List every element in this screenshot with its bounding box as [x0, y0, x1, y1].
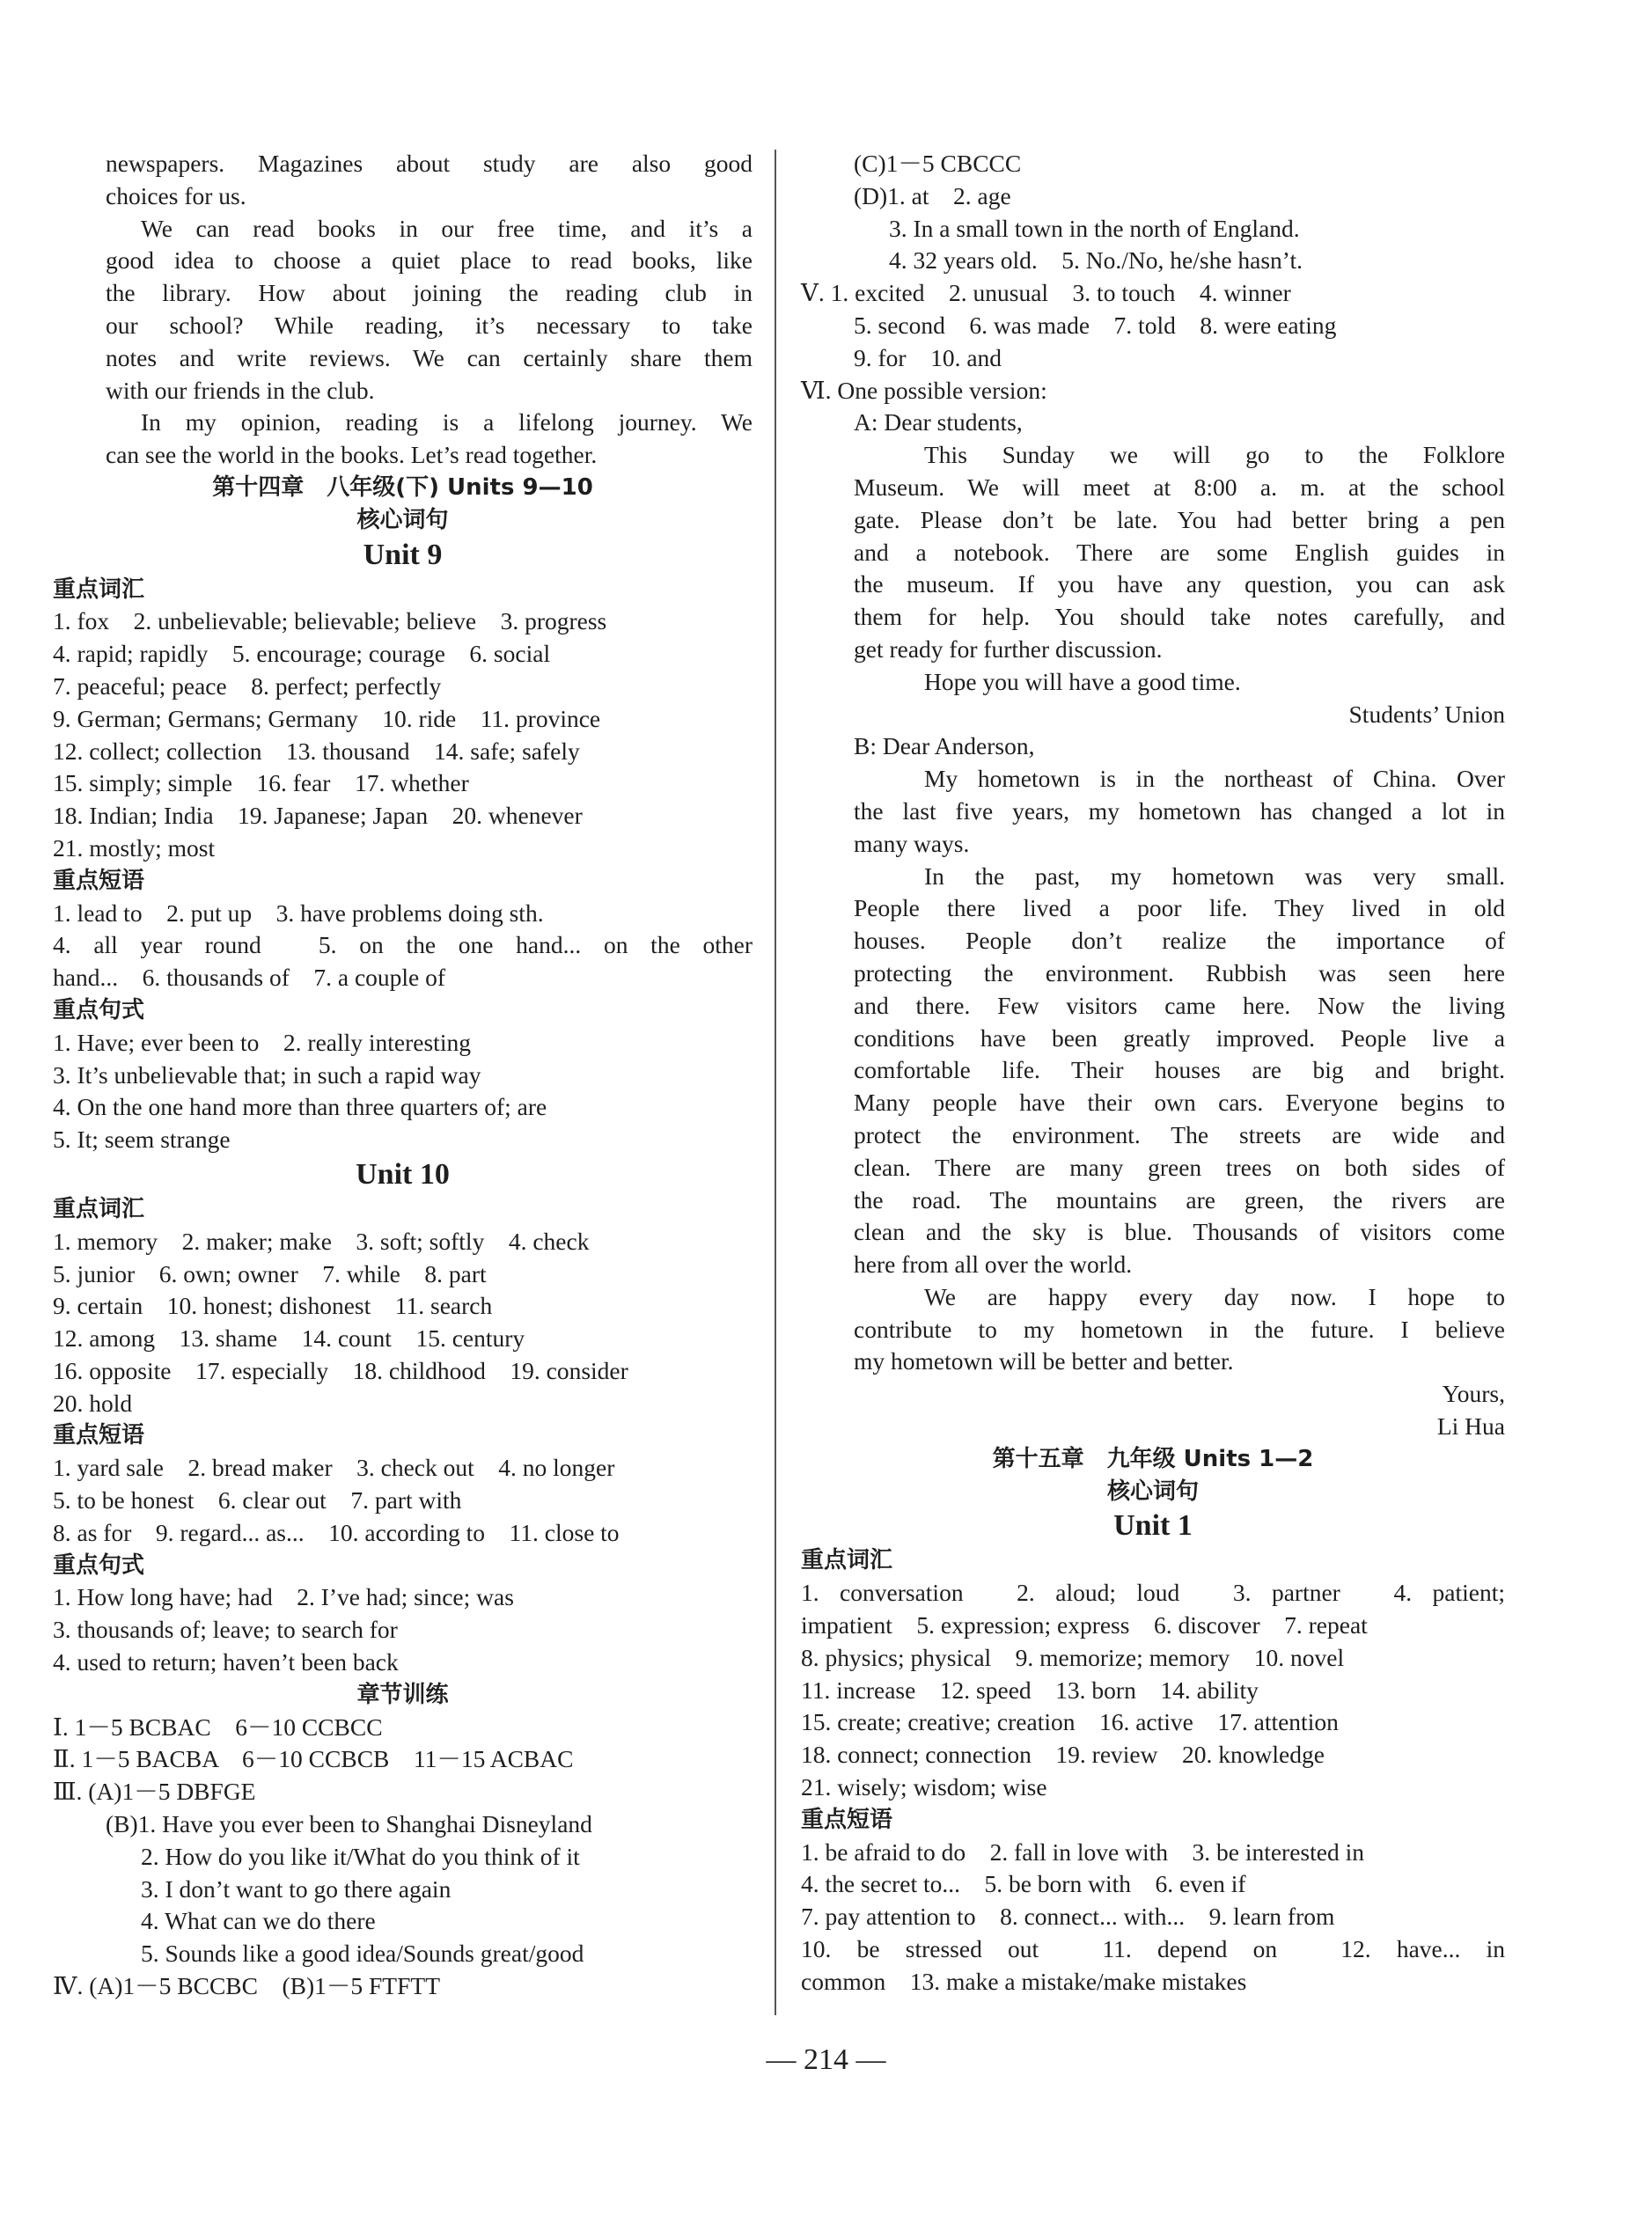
right-line: Ⅴ. 1. excited 2. unusual 3. to touch 4. winner — [801, 279, 1291, 307]
left-line: (B)1. Have you ever been to Shanghai Disneyland — [106, 1810, 592, 1838]
right-line: We are happy every day now. I hope to — [924, 1282, 1505, 1310]
right-line: 10. be stressed out 11. depend on 12. have... in — [801, 1935, 1505, 1963]
left-line: our school? While reading, it’s necessary to take — [106, 311, 753, 339]
left-line: newspapers. Magazines about study are also good — [106, 150, 753, 177]
left-line: 重点短语 — [53, 867, 145, 894]
right-line: 1. conversation 2. aloud; loud 3. partner 4. patient; — [801, 1579, 1505, 1607]
left-line: 3. It’s unbelievable that; in such a rapid way — [53, 1060, 481, 1089]
right-line: 9. for 10. and — [854, 343, 1002, 371]
right-line: 4. the secret to... 5. be born with 6. even if — [801, 1870, 1246, 1898]
right-line: clean and the sky is blue. Thousands of visitors come — [854, 1218, 1505, 1246]
right-line: my hometown will be better and better. — [854, 1347, 1234, 1375]
right-line: People there lived a poor life. They lived in old — [854, 894, 1505, 922]
left-line: good idea to choose a quiet place to read books, like — [106, 246, 753, 275]
right-line: them for help. You should take notes carefully, and — [854, 603, 1505, 631]
right-line: 4. 32 years old. 5. No./No, he/she hasn’t. — [889, 246, 1303, 275]
left-line: 重点句式 — [53, 1551, 145, 1579]
left-line: 重点词汇 — [53, 576, 145, 603]
left-line: 4. rapid; rapidly 5. encourage; courage 6. social — [53, 640, 551, 668]
column-divider — [775, 150, 776, 2015]
left-line: 9. certain 10. honest; dishonest 11. search — [53, 1292, 493, 1320]
right-line: In the past, my hometown was very small. — [924, 862, 1505, 890]
right-line: 核心词句 — [1106, 1478, 1199, 1505]
left-line: choices for us. — [106, 181, 246, 209]
right-line: 7. pay attention to 8. connect... with... 9. learn from — [801, 1903, 1335, 1931]
left-line: In my opinion, reading is a lifelong journey. We — [141, 408, 753, 436]
left-line: 重点短语 — [53, 1422, 145, 1449]
right-line: Ⅵ. One possible version: — [801, 376, 1047, 404]
right-line: 15. create; creative; creation 16. active 17. attention — [801, 1708, 1339, 1736]
left-line: 15. simply; simple 16. fear 17. whether — [53, 769, 469, 797]
right-line: 1. be afraid to do 2. fall in love with 3. be interested in — [801, 1837, 1364, 1866]
right-line: the road. The mountains are green, the rivers are — [854, 1185, 1505, 1214]
right-line: the last five years, my hometown has changed a lot in — [854, 796, 1505, 825]
left-line: 4. On the one hand more than three quarters of; are — [53, 1093, 547, 1121]
right-line: This Sunday we will go to the Folklore — [924, 441, 1505, 469]
right-line: gate. Please don’t be late. You had better bring a pen — [854, 505, 1505, 533]
right-line: Li Hua — [1436, 1412, 1505, 1441]
left-line: 5. Sounds like a good idea/Sounds great/good — [141, 1940, 584, 1968]
left-column — [53, 148, 753, 2003]
left-line: 1. How long have; had 2. I’ve had; since; was — [53, 1583, 514, 1611]
right-line: (D)1. at 2. age — [854, 181, 1011, 209]
right-line: 3. In a small town in the north of England. — [889, 214, 1300, 242]
left-line: 4. used to return; haven’t been back — [53, 1648, 399, 1676]
left-line: 18. Indian; India 19. Japanese; Japan 20. whenever — [53, 802, 583, 830]
right-line: 21. wisely; wisdom; wise — [801, 1773, 1047, 1801]
left-line: 20. hold — [53, 1389, 133, 1417]
right-line: A: Dear students, — [854, 408, 1023, 436]
right-line: (C)1－5 CBCCC — [854, 150, 1022, 177]
right-line: here from all over the world. — [854, 1251, 1133, 1279]
left-line: 16. opposite 17. especially 18. childhood 19. consider — [53, 1356, 628, 1384]
left-line: 核心词句 — [356, 506, 449, 533]
right-line: 重点短语 — [801, 1806, 893, 1833]
right-line: Unit 1 — [1113, 1509, 1193, 1543]
right-line: many ways. — [854, 829, 970, 857]
left-line: can see the world in the books. Let’s read together. — [106, 441, 598, 469]
right-line: and a notebook. There are some English guides in — [854, 538, 1505, 566]
left-line: 章节训练 — [356, 1681, 449, 1708]
right-line: and there. Few visitors came here. Now the living — [854, 991, 1505, 1019]
right-line: conditions have been greatly improved. People live a — [854, 1023, 1505, 1052]
page-number: — 214 — — [766, 2043, 886, 2076]
right-line: protect the environment. The streets are wide and — [854, 1120, 1505, 1148]
left-line: 重点词汇 — [53, 1195, 145, 1222]
right-line: Many people have their own cars. Everyone begins to — [854, 1089, 1505, 1117]
left-line: 2. How do you like it/What do you think of it — [141, 1842, 580, 1870]
right-line: contribute to my hometown in the future. I believe — [854, 1315, 1505, 1343]
left-line: with our friends in the club. — [106, 376, 375, 404]
left-line: hand... 6. thousands of 7. a couple of — [53, 964, 446, 992]
left-line: 5. to be honest 6. clear out 7. part with — [53, 1486, 462, 1515]
left-line: 1. lead to 2. put up 3. have problems doing sth. — [53, 898, 544, 927]
right-line: common 13. make a mistake/make mistakes — [801, 1967, 1247, 1995]
right-line: 5. second 6. was made 7. told 8. were eating — [854, 311, 1337, 339]
right-line: 18. connect; connection 19. review 20. knowledge — [801, 1741, 1325, 1769]
left-line: 9. German; Germans; Germany 10. ride 11. province — [53, 704, 601, 732]
right-line: protecting the environment. Rubbish was seen here — [854, 958, 1505, 986]
left-line: 第十四章 八年级(下) Units 9—10 — [212, 473, 593, 501]
left-line: 1. memory 2. maker; make 3. soft; softly 4. check — [53, 1227, 590, 1255]
left-line: 3. thousands of; leave; to search for — [53, 1616, 398, 1644]
left-line: Unit 10 — [356, 1157, 450, 1191]
left-line: 1. yard sale 2. bread maker 3. check out 4. no longer — [53, 1454, 615, 1482]
left-line: 12. among 13. shame 14. count 15. century — [53, 1324, 525, 1353]
right-line: Hope you will have a good time. — [924, 667, 1241, 695]
left-line: the library. How about joining the reading club in — [106, 279, 753, 307]
right-line: 11. increase 12. speed 13. born 14. ability — [801, 1676, 1259, 1704]
right-line: get ready for further discussion. — [854, 634, 1163, 663]
left-line: 12. collect; collection 13. thousand 14. safe; safely — [53, 737, 580, 765]
right-line: 8. physics; physical 9. memorize; memory 10. novel — [801, 1643, 1345, 1671]
right-line: Yours, — [1442, 1380, 1505, 1408]
left-line: Ⅳ. (A)1－5 BCCBC (B)1－5 FTFTT — [53, 1972, 440, 2000]
right-line: impatient 5. expression; express 6. discover 7. repeat — [801, 1611, 1368, 1639]
left-line: 3. I don’t want to go there again — [141, 1874, 452, 1903]
right-line: 第十五章 九年级 Units 1—2 — [992, 1445, 1314, 1472]
right-line: 重点词汇 — [801, 1547, 893, 1574]
left-line: We can read books in our free time, and it’s a — [141, 214, 753, 242]
right-line: the museum. If you have any question, you can ask — [854, 570, 1505, 598]
left-line: 1. fox 2. unbelievable; believable; believe 3. progress — [53, 607, 607, 635]
left-line: 7. peaceful; peace 8. perfect; perfectly — [53, 671, 442, 700]
left-line: Ⅱ. 1－5 BACBA 6－10 CCBCB 11－15 ACBAC — [53, 1745, 574, 1773]
left-line: Ⅲ. (A)1－5 DBFGE — [53, 1778, 256, 1806]
right-line: B: Dear Anderson, — [854, 732, 1035, 760]
left-line: 1. Have; ever been to 2. really interesting — [53, 1028, 471, 1056]
left-line: Unit 9 — [363, 538, 443, 571]
right-column — [801, 148, 1505, 1999]
right-line: comfortable life. Their houses are big and bright. — [854, 1056, 1505, 1084]
right-line: My hometown is in the northeast of China. Over — [924, 765, 1505, 793]
left-line: 5. junior 6. own; owner 7. while 8. part — [53, 1259, 487, 1287]
left-line: 4. all year round 5. on the one hand... on the other — [53, 931, 753, 959]
left-line: notes and write reviews. We can certainly share them — [106, 343, 753, 371]
right-line: clean. There are many green trees on both sides of — [854, 1153, 1505, 1181]
right-line: houses. People don’t realize the importance of — [854, 927, 1505, 955]
right-line: Students’ Union — [1348, 700, 1505, 728]
left-line: 4. What can we do there — [141, 1907, 376, 1935]
left-line: 21. mostly; most — [53, 833, 216, 862]
left-line: 重点句式 — [53, 996, 145, 1023]
left-line: 5. It; seem strange — [53, 1126, 231, 1154]
left-line: 8. as for 9. regard... as... 10. according to 11. close to — [53, 1518, 620, 1546]
right-line: Museum. We will meet at 8:00 a. m. at the school — [854, 473, 1505, 501]
left-line: Ⅰ. 1－5 BCBAC 6－10 CCBCC — [53, 1713, 383, 1741]
